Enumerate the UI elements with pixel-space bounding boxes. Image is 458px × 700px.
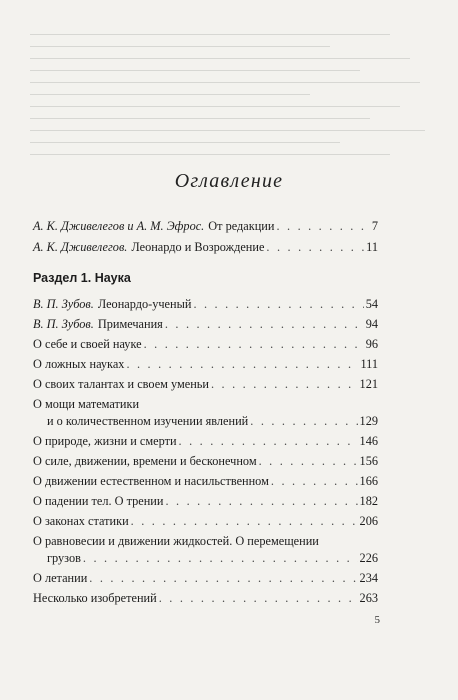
dot-leader (271, 473, 358, 489)
toc-entry (33, 433, 378, 449)
toc-entry (33, 453, 378, 469)
toc-entry (33, 218, 378, 234)
dot-leader (144, 336, 364, 352)
entry-page: 94 (365, 317, 378, 331)
entry-title-first-line: О мощи математики (33, 397, 140, 411)
toc-entry (33, 296, 378, 312)
entry-author: В. П. Зубов. (33, 317, 94, 331)
entry-page: 166 (359, 474, 378, 488)
entry-title-first-line: О равновесии и движении жидкостей. О перемещении (33, 534, 319, 548)
entry-page: 121 (359, 377, 378, 391)
entry-title: Леонардо и Возрождение (131, 240, 265, 254)
toc-entry (47, 413, 378, 429)
dot-leader (276, 218, 369, 234)
entry-title: О летании (33, 571, 88, 585)
dot-leader (179, 433, 358, 449)
entry-page: 54 (365, 297, 378, 311)
entry-page: 226 (359, 551, 378, 565)
dot-leader (165, 316, 364, 332)
dot-leader (211, 376, 358, 392)
entry-title: Леонардо-ученый (97, 297, 192, 311)
entry-author: А. К. Дживелегов и А. М. Эфрос. (33, 219, 205, 233)
toc-heading: Оглавление (174, 170, 284, 192)
toc-entry (47, 550, 378, 566)
dot-leader (259, 453, 358, 469)
entry-title: О ложных науках (33, 357, 125, 371)
dot-leader (131, 513, 358, 529)
toc-entry (33, 316, 378, 332)
entry-title: и о количественном изучении явлений (47, 414, 249, 428)
page-number: 5 (374, 614, 380, 626)
entry-title: О природе, жизни и смерти (33, 434, 177, 448)
entry-page: 263 (359, 591, 378, 605)
entry-page: 234 (359, 571, 378, 585)
dot-leader (89, 570, 357, 586)
entry-author: А. К. Дживелегов. (33, 240, 128, 254)
entry-page: 7 (371, 219, 378, 233)
dot-leader (165, 493, 357, 509)
entry-page: 156 (359, 454, 378, 468)
entry-author: В. П. Зубов. (33, 297, 94, 311)
entry-title: Примечания (97, 317, 163, 331)
entry-title: Несколько изобретений (33, 591, 157, 605)
dot-leader (126, 356, 358, 372)
dot-leader (83, 550, 358, 566)
entry-title: О своих талантах и своем уменьи (33, 377, 209, 391)
entry-page: 129 (359, 414, 378, 428)
toc-entry (33, 376, 378, 392)
entry-page: 96 (365, 337, 378, 351)
entry-title: О движении естественном и насильственном (33, 474, 269, 488)
dot-leader (193, 296, 363, 312)
entry-page: 146 (359, 434, 378, 448)
entry-page: 206 (359, 514, 378, 528)
entry-title: грузов (47, 551, 81, 565)
entry-title: О падении тел. О трении (33, 494, 164, 508)
toc-entry (33, 590, 378, 606)
section-heading: Раздел 1. Наука (33, 271, 131, 285)
toc-entry (33, 570, 378, 586)
bleed-through-text (30, 28, 430, 173)
toc-entry (33, 356, 378, 372)
entry-page: 182 (359, 494, 378, 508)
entry-title: О законах статики (33, 514, 129, 528)
entry-title: О себе и своей науке (33, 337, 142, 351)
dot-leader (266, 239, 364, 255)
toc-entry (33, 473, 378, 489)
entry-page: 111 (360, 357, 378, 371)
dot-leader (250, 413, 357, 429)
toc-entry (33, 493, 378, 509)
toc-entry (33, 513, 378, 529)
dot-leader (159, 590, 358, 606)
toc-entry (33, 239, 378, 255)
toc-entry (33, 336, 378, 352)
entry-title: От редакции (208, 219, 275, 233)
entry-page: 11 (366, 240, 378, 254)
entry-title: О силе, движении, времени и бесконечном (33, 454, 257, 468)
